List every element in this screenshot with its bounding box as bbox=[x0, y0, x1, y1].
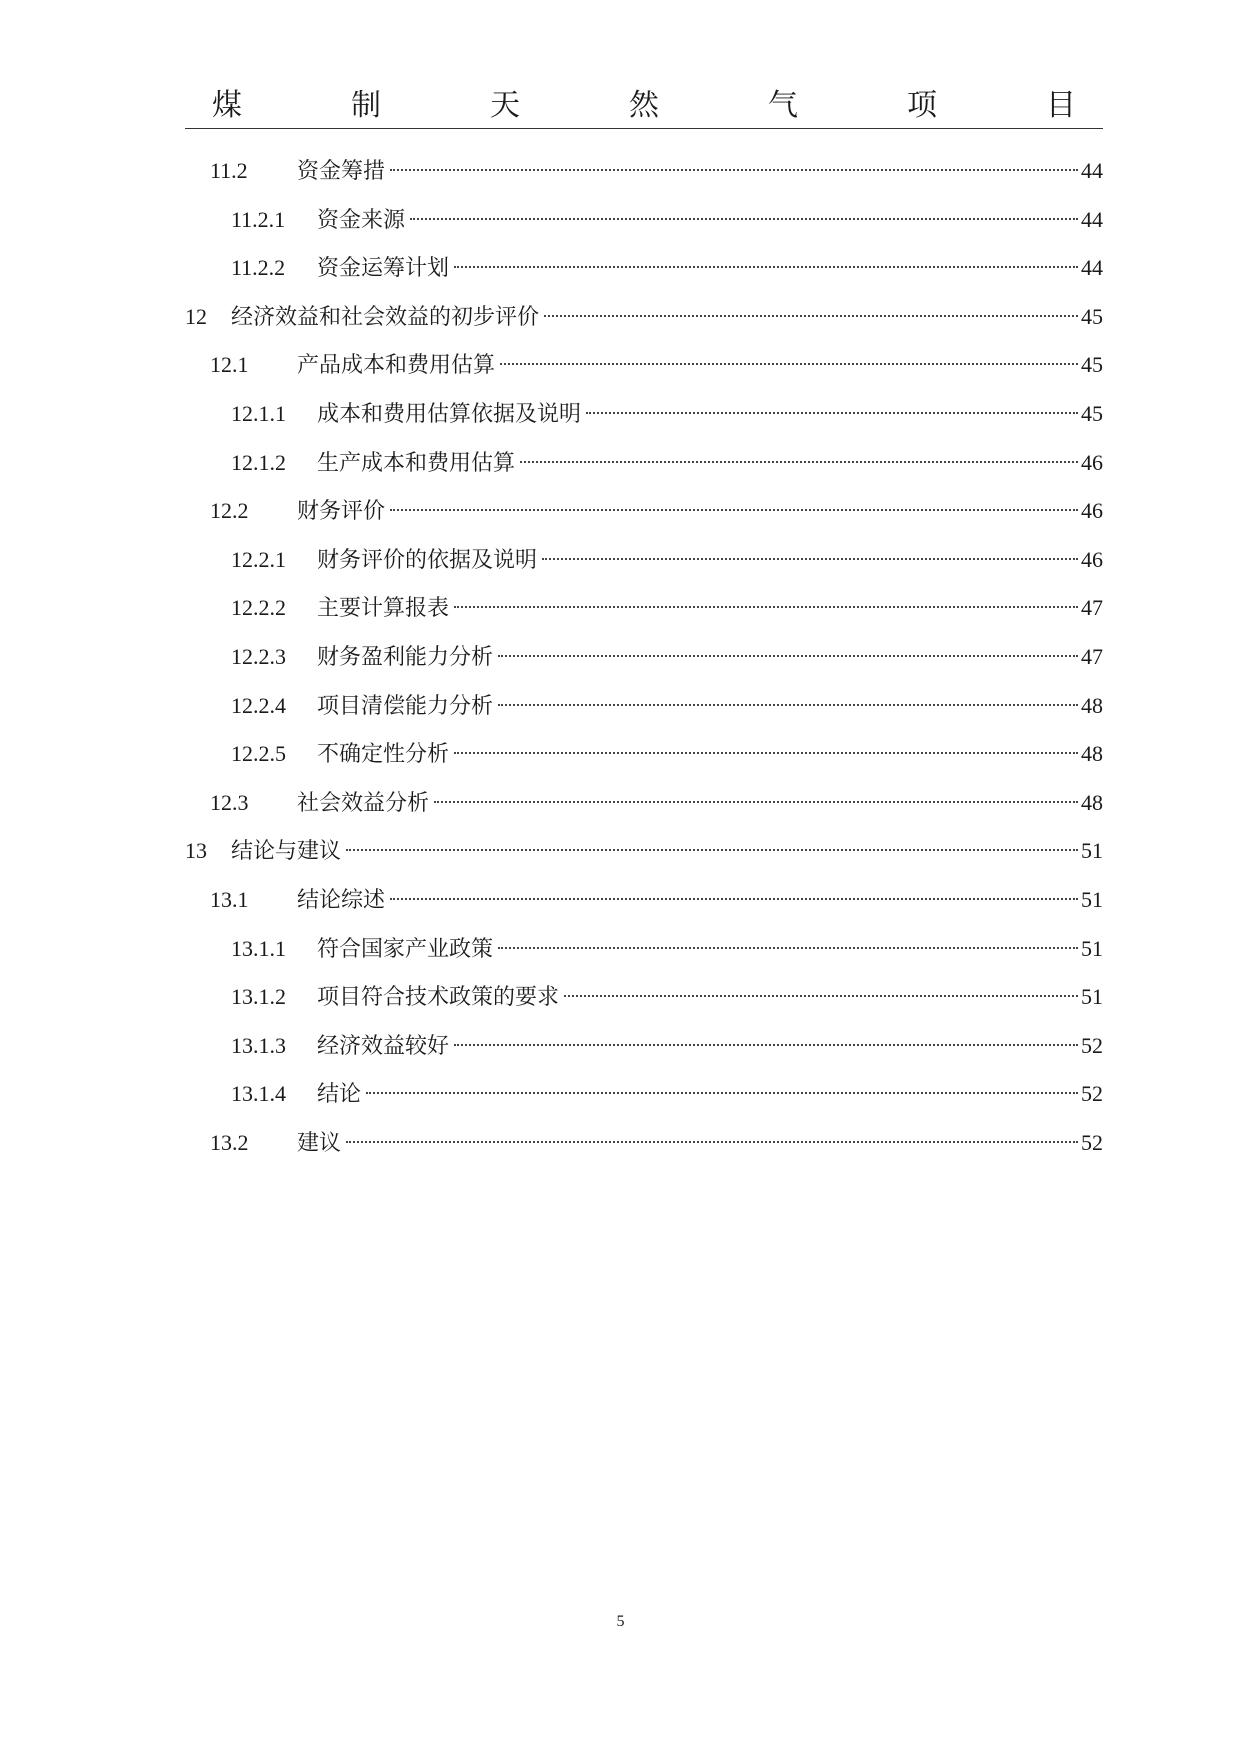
toc-title: 财务盈利能力分析 bbox=[317, 644, 494, 670]
toc-title: 结论与建议 bbox=[231, 839, 342, 865]
header-char: 制 bbox=[351, 88, 381, 123]
toc-leader-dots bbox=[390, 509, 1078, 511]
toc-leader-dots bbox=[498, 947, 1078, 949]
toc-page-number: 46 bbox=[1081, 546, 1103, 572]
header-char: 天 bbox=[490, 88, 520, 123]
toc-number: 11.2 bbox=[210, 158, 248, 183]
toc-title: 建议 bbox=[297, 1130, 342, 1156]
toc-page-number: 52 bbox=[1081, 1081, 1103, 1107]
toc-title: 生产成本和费用估算 bbox=[317, 450, 516, 476]
toc-leader-dots bbox=[390, 898, 1078, 900]
toc-title: 财务评价的依据及说明 bbox=[317, 547, 538, 573]
toc-entry[interactable] bbox=[185, 293, 1103, 342]
toc-page-number: 51 bbox=[1081, 838, 1103, 864]
toc-leader-dots bbox=[498, 655, 1078, 657]
toc-entry[interactable] bbox=[185, 730, 1103, 779]
toc-number: 11.2.1 bbox=[231, 206, 286, 232]
toc-number: 13 bbox=[185, 838, 207, 864]
toc-entry[interactable] bbox=[185, 584, 1103, 633]
toc-title: 不确定性分析 bbox=[317, 742, 450, 768]
toc-number: 12.1 bbox=[210, 352, 249, 378]
toc-leader-dots bbox=[454, 606, 1078, 608]
header-char: 目 bbox=[1046, 88, 1076, 123]
toc-page-number: 44 bbox=[1081, 255, 1103, 281]
toc-page-number: 48 bbox=[1081, 789, 1103, 815]
page-number: 5 bbox=[616, 1613, 625, 1630]
toc-title: 资金运筹计划 bbox=[317, 256, 450, 282]
toc-title: 结论综述 bbox=[297, 887, 386, 913]
toc-page-number: 47 bbox=[1081, 643, 1103, 669]
toc-page-number: 51 bbox=[1081, 935, 1103, 961]
toc-entry[interactable] bbox=[185, 779, 1103, 828]
toc-leader-dots bbox=[454, 1044, 1078, 1046]
toc-number: 11.2.2 bbox=[231, 255, 286, 281]
toc-title: 项目符合技术政策的要求 bbox=[317, 985, 560, 1011]
header-char: 然 bbox=[629, 88, 659, 123]
toc-number: 12.1.1 bbox=[231, 400, 286, 426]
toc-number: 12 bbox=[185, 303, 207, 329]
toc-leader-dots bbox=[346, 1141, 1078, 1143]
toc-title: 项目清偿能力分析 bbox=[317, 693, 494, 719]
toc-leader-dots bbox=[454, 266, 1078, 268]
toc-leader-dots bbox=[434, 801, 1078, 803]
toc-number: 13.1.3 bbox=[231, 1032, 286, 1058]
toc-entry[interactable] bbox=[185, 973, 1103, 1022]
toc-leader-dots bbox=[520, 461, 1078, 463]
toc-number: 12.2 bbox=[210, 498, 249, 524]
toc-entry[interactable] bbox=[185, 1022, 1103, 1071]
toc-entry[interactable] bbox=[185, 1119, 1103, 1168]
header-char: 气 bbox=[768, 88, 798, 123]
toc-page-number: 45 bbox=[1081, 400, 1103, 426]
toc-title: 经济效益和社会效益的初步评价 bbox=[231, 304, 540, 330]
toc-entry[interactable] bbox=[185, 244, 1103, 293]
toc-leader-dots bbox=[544, 315, 1078, 317]
toc-leader-dots bbox=[366, 1092, 1078, 1094]
header-title bbox=[185, 84, 1103, 128]
toc-entry[interactable] bbox=[185, 390, 1103, 439]
header-char: 项 bbox=[907, 88, 937, 123]
toc-title: 符合国家产业政策 bbox=[317, 936, 494, 962]
toc-page-number: 46 bbox=[1081, 449, 1103, 475]
toc-entry[interactable] bbox=[185, 633, 1103, 682]
toc-leader-dots bbox=[410, 218, 1078, 220]
toc-entry[interactable] bbox=[185, 341, 1103, 390]
toc-page-number: 52 bbox=[1081, 1032, 1103, 1058]
toc-entry[interactable] bbox=[185, 439, 1103, 488]
toc-entry[interactable] bbox=[185, 196, 1103, 245]
toc-page-number: 52 bbox=[1081, 1129, 1103, 1155]
toc-leader-dots bbox=[564, 995, 1078, 997]
toc-leader-dots bbox=[500, 363, 1078, 365]
toc-entry[interactable] bbox=[185, 876, 1103, 925]
toc-number: 13.2 bbox=[210, 1129, 249, 1155]
toc-entry[interactable] bbox=[185, 536, 1103, 585]
toc-page-number: 45 bbox=[1081, 352, 1103, 378]
toc-title: 结论 bbox=[317, 1082, 362, 1108]
toc-title: 经济效益较好 bbox=[317, 1033, 450, 1059]
toc-page-number: 51 bbox=[1081, 886, 1103, 912]
toc-title: 资金来源 bbox=[317, 207, 406, 233]
toc-page-number: 47 bbox=[1081, 595, 1103, 621]
toc-number: 12.2.2 bbox=[231, 595, 286, 621]
toc-page-number: 44 bbox=[1081, 206, 1103, 232]
toc-number: 12.2.1 bbox=[231, 546, 286, 572]
toc-leader-dots bbox=[542, 558, 1078, 560]
toc-number: 12.3 bbox=[210, 789, 249, 815]
toc-page-number: 46 bbox=[1081, 498, 1103, 524]
toc-title: 产品成本和费用估算 bbox=[297, 353, 496, 379]
toc-number: 13.1.1 bbox=[231, 935, 286, 961]
toc-page-number: 48 bbox=[1081, 692, 1103, 718]
toc-leader-dots bbox=[390, 169, 1078, 171]
toc-number: 12.2.5 bbox=[231, 741, 286, 767]
table-of-contents bbox=[185, 147, 1103, 1167]
toc-page-number: 45 bbox=[1081, 303, 1103, 329]
toc-entry[interactable] bbox=[185, 827, 1103, 876]
toc-number: 12.2.3 bbox=[231, 643, 286, 669]
toc-leader-dots bbox=[586, 412, 1078, 414]
toc-page-number: 44 bbox=[1081, 158, 1103, 183]
toc-title: 社会效益分析 bbox=[297, 790, 430, 816]
toc-page-number: 51 bbox=[1081, 984, 1103, 1010]
toc-title: 成本和费用估算依据及说明 bbox=[317, 401, 582, 427]
toc-number: 13.1.2 bbox=[231, 984, 286, 1010]
toc-leader-dots bbox=[498, 704, 1078, 706]
toc-entry[interactable] bbox=[185, 487, 1103, 536]
toc-title: 主要计算报表 bbox=[317, 596, 450, 622]
toc-number: 12.2.4 bbox=[231, 692, 286, 718]
toc-title: 财务评价 bbox=[297, 499, 386, 525]
toc-number: 13.1.4 bbox=[231, 1081, 286, 1107]
toc-entry[interactable] bbox=[185, 682, 1103, 731]
toc-entry[interactable] bbox=[185, 147, 1103, 196]
toc-leader-dots bbox=[454, 752, 1078, 754]
toc-number: 13.1 bbox=[210, 886, 249, 912]
header-char: 煤 bbox=[212, 88, 242, 123]
toc-title: 资金筹措 bbox=[297, 159, 386, 184]
toc-leader-dots bbox=[346, 849, 1078, 851]
toc-page-number: 48 bbox=[1081, 741, 1103, 767]
toc-number: 12.1.2 bbox=[231, 449, 286, 475]
toc-entry[interactable] bbox=[185, 925, 1103, 974]
running-header bbox=[185, 84, 1103, 129]
toc-entry[interactable] bbox=[185, 1070, 1103, 1119]
